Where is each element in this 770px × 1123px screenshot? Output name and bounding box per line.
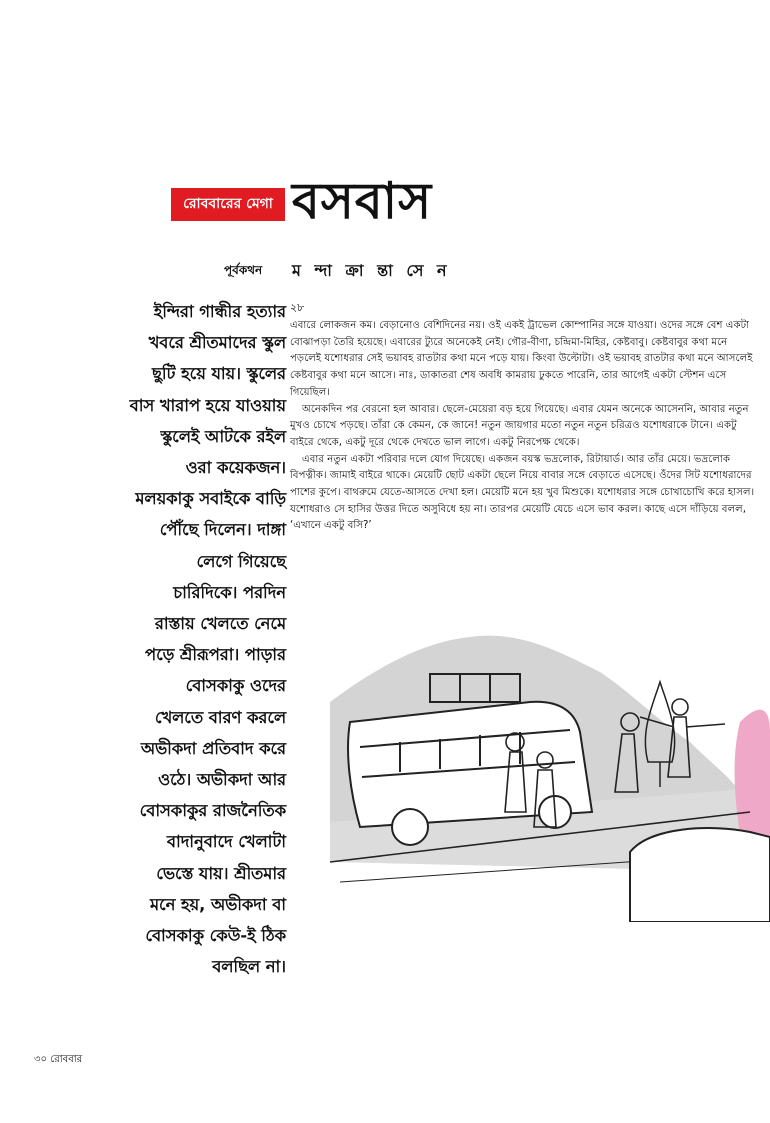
paragraph: এবার নতুন একটা পরিবার দলে যোগ দিয়েছে। একজন বয়স্ক ভদ্রলোক, রিটায়ার্ড। আর তাঁর মেয়ে। ভদ্রলোক বিপত্নীক। জামাই বাইরে থাকে। মেয়েটি ছোট একটা ছেলে নিয়ে বাবার সঙ্গে বেড়াতে এসেছে। ওঁদের সিট যশোধরাদের পাশের কুপে। বাথরুমে যেতে-আসতে দেখা হল। মেয়েটি মনে হয় খুব মিশুকে। যশোধরার সঙ্গে চোখাচোখি করে হাসল। যশোধরাও সে হাসির উত্তর দিতে অসুবিধে হয় না। তারপর মেয়েটি যেচে এসে ভাব করল। কাছে এসে দাঁড়িয়ে বলল, ‘এখানে একটু বসি?’ <box>290 453 755 532</box>
story-summary: ইন্দিরা গান্ধীর হত্যার খবরে শ্রীতমাদের স্কুল ছুটি হয়ে যায়। স্কুলের বাস খারাপ হয়ে যাওয়ায় স্কুলেই আটকে রইল ওরা কয়েকজন। মলয়কাকু সবাইকে বাড়ি পৌঁছে দিলেন। দাঙ্গা লেগে গিয়েছে চারিদিকে। পরদিন রাস্তায় খেলতে নেমে পড়ে শ্রীরূপরা। পাড়ার বোসকাকু ওদের খেলতে বারণ করলে অভীকদা প্রতিবাদ করে ওঠে। অভীকদা আর বোসকাকুর রাজনৈতিক বাদানুবাদে খেলাটা ভেস্তে যায়। শ্রীতমার মনে হয়, অভীকদা বা বোসকাকু কেউ-ই ঠিক বলছিল না। <box>129 302 286 977</box>
page-folio: ৩০ রোববার <box>34 1054 83 1065</box>
paragraph: অনেকদিন পর বেরনো হল আবার। ছেলে-মেয়েরা বড় হয়ে গিয়েছে। এবার যেমন অনেকে আসেননি, আবার নতুন মুখও চোখে পড়ছে। তাঁরা কে কেমন, কে জানে! নতুন জায়গার মতো নতুন নতুন চরিত্রও যশোধরাকে টানে। একটু বাইরে থেকে, একটু দূরে থেকে দেখতে ভাল লাগে। একটু নিরপেক্ষ থেকে। <box>290 403 749 448</box>
paragraph: এবারে লোকজন কম। বেড়ানোও বেশিদিনের নয়। ওই একই ট্রাভেল কোম্পানির সঙ্গে যাওয়া। ওদের সঙ্গে বেশ একটা বোঝাপড়া তৈরি হয়েছে। এবারের ট্যুরে অনেকেই নেই। গৌর-বীণা, চন্দ্রিমা-মিহির, কেষ্টবাবু। কেষ্টবাবুর কথা মনে পড়লেই যশোধরার সেই ভয়াবহ রাতটার কথা মনে পড়ে যায়। কিংবা উল্টোটা। ওই ভয়াবহ রাতটার কথা মনে আসলেই কেষ্টবাবুর কথা মনে আসে। নাঃ, ডাকাতরা শেষ অবধি কামরায় ঢুকতে পারেনি, তার আগেই একটা স্টেশন এসে গিয়েছিল। <box>290 320 753 398</box>
previously-label: পূর্বকথন <box>224 263 263 277</box>
chapter-number: ২৮ <box>290 301 305 314</box>
bus-illustration <box>330 612 770 922</box>
article-body <box>290 318 760 535</box>
page-title: বসবাস <box>292 172 433 230</box>
section-tag: রোববারের মেগা <box>171 188 285 221</box>
car <box>630 828 770 922</box>
author-name: ম ন্দা ক্রা ন্তা সে ন <box>292 261 451 280</box>
